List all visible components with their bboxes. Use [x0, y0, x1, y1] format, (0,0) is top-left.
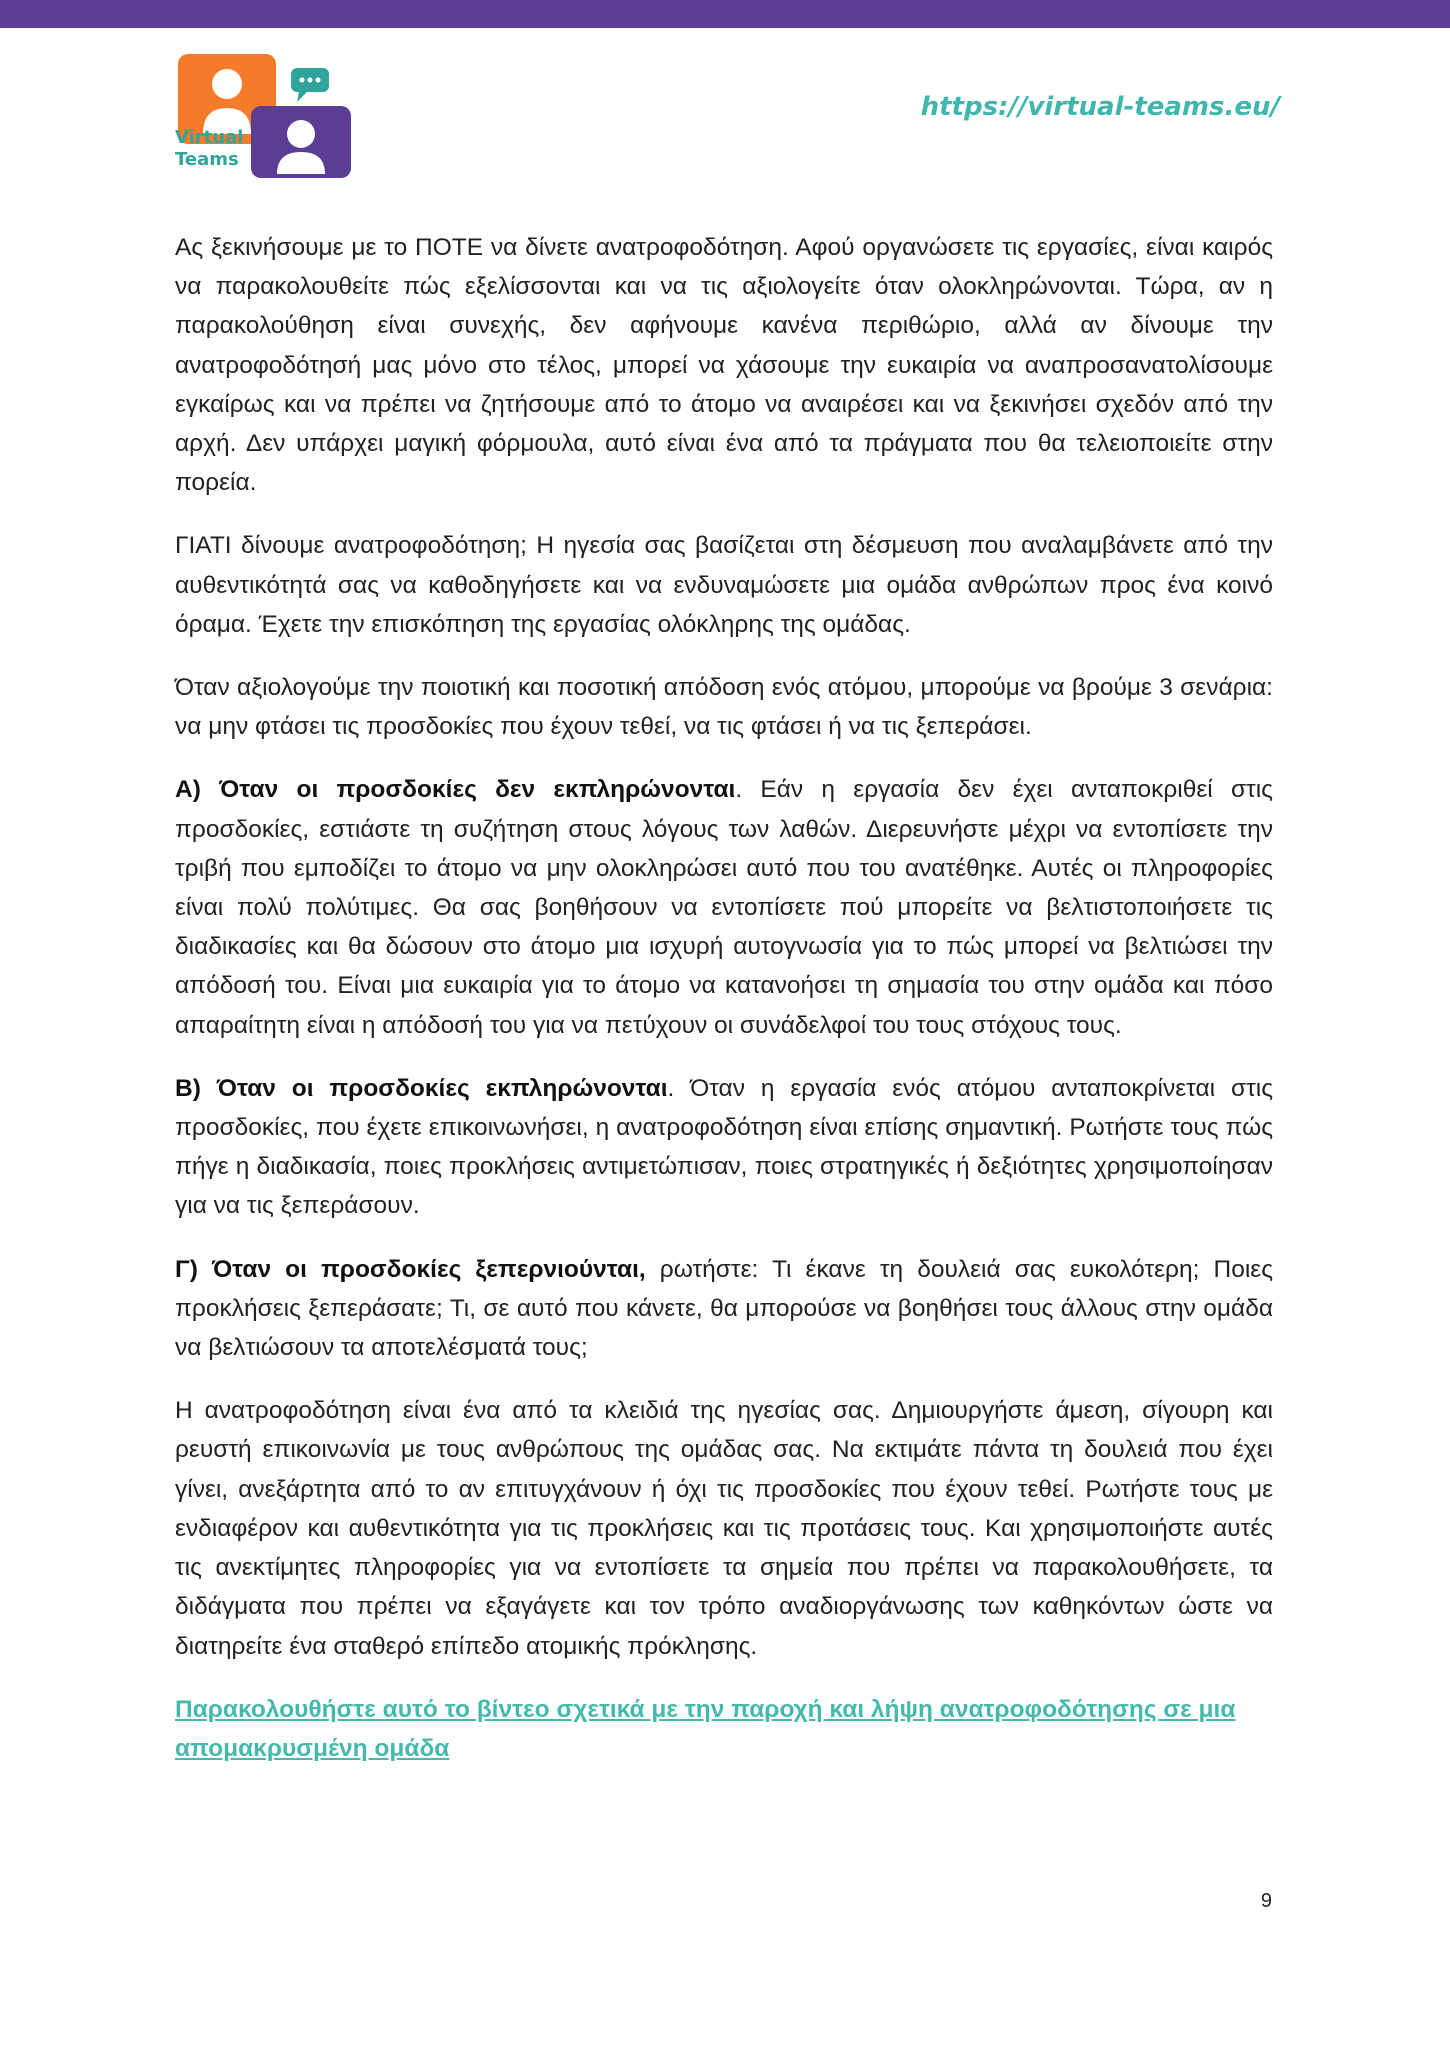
paragraph-when: Ας ξεκινήσουμε με το ΠΟΤΕ να δίνετε ανατροφοδότηση. Αφού οργανώσετε τις εργασίες, είναι καιρός να παρακολουθείτε πώς εξελίσσονται και να τις αξιολογείτε όταν ολοκληρώνονται. Τώρα, αν η παρακολούθηση είναι συνεχής, δεν αφήνουμε κανένα περιθώριο, αλλά αν δίνουμε την ανατροφοδότησή μας μόνο στο τέλος, μπορεί να χάσουμε την ευκαιρία να αναπροσανατολίσουμε εγκαίρως και να πρέπει να ζητήσουμε από το άτομο να αναιρέσει και να ξεκινήσει σχεδόν από την αρχή. Δεν υπάρχει μαγική φόρμουλα, αυτό είναι ένα από τα πράγματα που θα τελειοποιείτε στην πορεία. — [175, 234, 1273, 497]
document-body — [175, 228, 1273, 1768]
scenario-b-text: . Όταν η εργασία ενός ατόμου ανταποκρίνεται στις προσδοκίες, που έχετε επικοινωνήσει, η ανατροφοδότηση είναι επίσης σημαντική. Ρωτήστε τους πώς πήγε η διαδικασία, ποιες προκλήσεις αντιμετώπισαν, ποιες στρατηγικές ή δεξιότητες χρησιμοποίησαν για να τις ξεπεράσουν. — [175, 1074, 1273, 1220]
paragraph-conclusion: Η ανατροφοδότηση είναι ένα από τα κλειδιά της ηγεσίας σας. Δημιουργήστε άμεση, σίγουρη και ρευστή επικοινωνία με τους ανθρώπους της ομάδας σας. Να εκτιμάτε πάντα τη δουλειά που έχει γίνει, ανεξάρτητα από το αν επιτυγχάνουν ή όχι τις προσδοκίες που έχουν τεθεί. Ρωτήστε τους με ενδιαφέρον και αυθεντικότητα για τις προκλήσεις και τις προτάσεις τους. Και χρησιμοποιήστε αυτές τις ανεκτίμητες πληροφορίες για να εντοπίσετε τα σημεία που πρέπει να παρακολουθήσετε, τα διδάγματα που πρέπει να εξαγάγετε και τον τρόπο αναδιοργάνωσης των καθηκόντων ώστε να διατηρείτε ένα σταθερό επίπεδο ατομικής πρόκλησης. — [175, 1397, 1273, 1660]
scenario-a-text: . Εάν η εργασία δεν έχει ανταποκριθεί στις προσδοκίες, εστιάστε τη συζήτηση στους λόγους των λαθών. Διερευνήστε μέχρι να εντοπίσετε την τριβή που εμποδίζει το άτομο να μην ολοκληρώσει αυτό που του ανατέθηκε. Αυτές οι πληροφορίες είναι πολύ πολύτιμες. Θα σας βοηθήσουν να εντοπίσετε πού μπορείτε να βελτιστοποιήσετε τις διαδικασίες και θα δώσουν στο άτομο μια ισχυρή αυτογνωσία για το πώς μπορεί να βελτιώσει την απόδοσή του. Είναι μια ευκαιρία για το άτομο να κατανοήσει τη σημασία του στην ομάδα και πόσο απαραίτητη είναι η απόδοσή του για να πετύχουν οι συνάδελφοί του τους στόχους τους. — [175, 776, 1273, 1039]
scenario-c-heading: Γ) Όταν οι προσδοκίες ξεπερνιούνται, — [175, 1255, 646, 1283]
paragraph-scenario-c — [175, 1250, 1273, 1368]
paragraph-scenario-b — [175, 1069, 1273, 1226]
scenario-a-heading: Α) Όταν οι προσδοκίες δεν εκπληρώνονται — [175, 776, 736, 804]
video-link[interactable]: Παρακολουθήστε αυτό το βίντεο σχετικά με την παροχή και λήψη ανατροφοδότησης σε μια απομακρυσμένη ομάδα — [175, 1695, 1236, 1762]
logo-text — [175, 127, 243, 171]
site-url-link[interactable]: https://virtual-teams.eu/ — [920, 92, 1280, 122]
logo-line1: Virtual — [175, 127, 244, 148]
scenario-c-text: ρωτήστε: Τι έκανε τη δουλειά σας ευκολότερη; Ποιες προκλήσεις ξεπεράσατε; Τι, σε αυτό που κάνετε, θα μπορούσε να βοηθήσει τους άλλους στην ομάδα να βελτιώσουν τα αποτελέσματά τους; — [175, 1255, 1273, 1362]
paragraph-scenarios: Όταν αξιολογούμε την ποιοτική και ποσοτική απόδοση ενός ατόμου, μπορούμε να βρούμε 3 σενάρια: να μην φτάσει τις προσδοκίες που έχουν τεθεί, να τις φτάσει ή να τις ξεπεράσει. — [175, 674, 1273, 741]
paragraph-why: ΓΙΑΤΙ δίνουμε ανατροφοδότηση; Η ηγεσία σας βασίζεται στη δέσμευση που αναλαμβάνετε από την αυθεντικότητά σας να καθοδηγήσετε και να ενδυναμώσετε μια ομάδα ανθρώπων προς ένα κοινό όραμα. Έχετε την επισκόπηση της εργασίας ολόκληρης της ομάδας. — [175, 532, 1273, 638]
page-number: 9 — [1260, 1890, 1272, 1912]
scenario-b-heading: Β) Όταν οι προσδοκίες εκπληρώνονται — [175, 1074, 668, 1102]
logo — [175, 52, 355, 180]
paragraph-scenario-a — [175, 770, 1273, 1044]
logo-line2: Teams — [175, 149, 239, 170]
top-bar — [0, 0, 1450, 28]
